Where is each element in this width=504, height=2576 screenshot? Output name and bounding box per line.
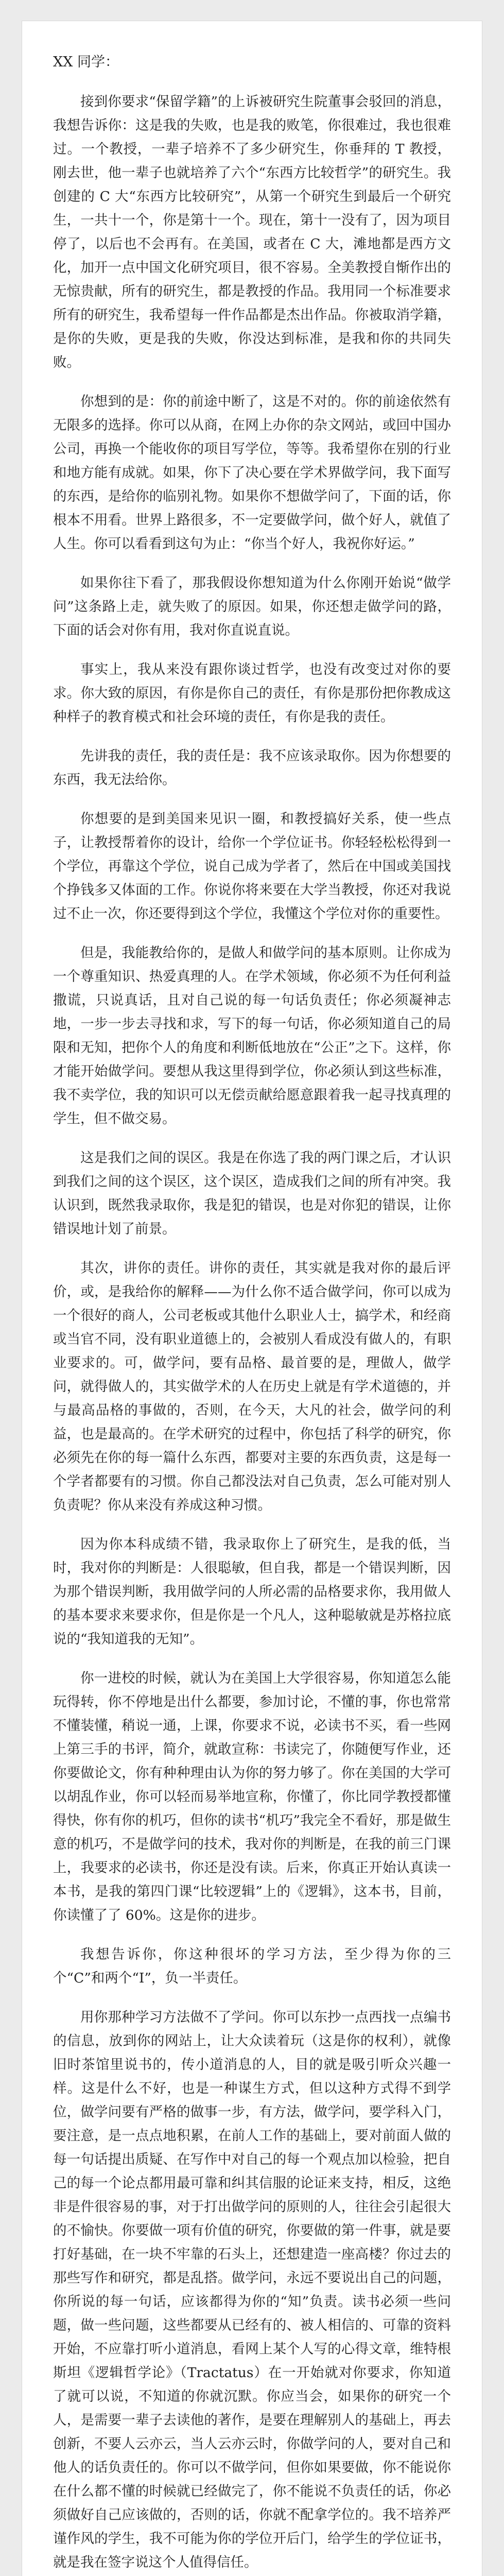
letter-body: [53, 90, 451, 2576]
letter-paragraph: 事实上，我从来没有跟你谈过哲学，也没有改变过对你的要求。你大致的原因，有你是你自己的责任，有你是那份把你教成这种样子的教育模式和社会环境的责任，有你是我的责任。: [53, 662, 451, 725]
letter-paragraph: 用你那种学习方法做不了学问。你可以东抄一点西找一点编书的信息，放到你的网站上，让大众读着玩（这是你的权利），就像旧时茶馆里说书的，传小道消息的人，目的就是吸引听众兴趣一样。这是什么不好，也是一种谋生方式，但以这种方式得不到学位，做学问要有严格的做事一步，有方法，做学问，要学科入门，要注意，是一点点地积累，在前人工作的基础上，要对前面人做的每一句话提出质疑、在写作中对自己的每一个观点加以检验，把自己的每一个论点都用最可靠和纠其信服的论证来支持，相反，这绝非是件很容易的事，对于打出做学问的原则的人，往往会引起很大的不愉快。你要做一项有价值的研究，你要做的第一件事，就是要打好基础，在一块不牢靠的石头上，还想建造一座高楼？你过去的那些写作和研究，都是乱搭。做学问，永远不要说出自己的问题，你所说的每一句话，应该都得为你的“知”负责。读书必须一些问题，做一些问题，这些都要从已经有的、被人相信的、可靠的资料开始，不应靠打听小道消息，看网上某个人写的心得文章，维特根斯坦《逻辑哲学论》（Tractatus）在一开始就对你要求，你知道了就可以说，不知道的你就沉默。你应当会，如果你的研究一个人，是需要一辈子去读他的著作，是要在理解别人的基础上，再去创新，不要人云亦云，当人云亦云时，你做学问的人，要对自己和他人的话负责任的。你可以不做学问，但你如果要做，你不能说你在什么都不懂的时候就已经做完了，你不能说不负责任的话，你必须做好自己应该做的，否则的话，你就不配拿学位的。我不培养严谨作风的学生，我不可能为你的学位开后门，给学生的学位证书，就是我在签字说这个人值得信任。: [53, 2009, 451, 2570]
letter-paragraph: 先讲我的责任，我的责任是：我不应该录取你。因为你想要的东西，我无法给你。: [53, 748, 451, 788]
letter-paragraph: 因为你本科成绩不错，我录取你上了研究生，是我的低，当时，我对你的判断是：人很聪敏，但自我，都是一个错误判断，因为那个错误判断，我用做学问的人所必需的品格要求你，我用做人的基本要求来要求你，但是你是一个凡人，这种聪敏就是苏格拉底说的“我知道我的无知”。: [53, 1536, 451, 1647]
letter-paragraph: 你想要的是到美国来见识一圈，和教授搞好关系，使一些点子，让教授帮着你的设计，给你一个学位证书。你轻轻松松得到一个学位，再靠这个学位，说自己成为学者了，然后在中国或美国找个挣钱多又体面的工作。你说你将来要在大学当教授，你还对我说过不止一次，你还要得到这个学位，我懂这个学位对你的重要性。: [53, 811, 451, 922]
letter-paragraph: 接到你要求“保留学籍”的上诉被研究生院董事会驳回的消息，我想告诉你：这是我的失败，也是我的败笔，你很难过，我也很难过。一个教授，一辈子培养不了多少研究生，你垂拜的 T 教授，刚去世，他一辈子也就培养了六个“东西方比较哲学”的研究生。我创建的 C 大“东西方比较研究”，从第一个研究生到最后一个研究生，一共十一个，你是第十一个。现在，第十一没有了，因为项目停了，以后也不会再有。在美国，或者在 C 大，滩地都是西方文化，加开一点中国文化研究项目，很不容易。全美教授自惭作出的无惊贵献，所有的研究生，都是教授的作品。我用同一个标准要求所有的研究生，我希望每一件作品都是杰出作品。你被取消学籍，是你的失败，更是我的失败，你没达到标准，是我和你的共同失败。: [53, 94, 451, 370]
letter-paragraph: 其次，讲你的责任。讲你的责任，其实就是我对你的最后评价，或，是我给你的解释——为什么你不适合做学问，你可以成为一个很好的商人，公司老板或其他什么职业人士，搞学术，和经商或当官不同，没有职业道德上的，会被别人看成没有做人的，有职业要求的。可，做学问，要有品格、最首要的是，理做人，做学问，就得做人的，其实做学术的人在历史上就是有学术道德的，并与最高品格的事做的，否则，在今天，大凡的社会，做学问的利益，也是最高的。在学术研究的过程中，你包括了科学的研究，你必须先在你的每一篇什么东西，都要对主要的东西负责，这是每一个学者都要有的习惯。你自己都没法对自己负责，怎么可能对别人负责呢？你从来没有养成这种习惯。: [53, 1260, 451, 1513]
letter-paragraph: 我想告诉你，你这种很坏的学习方法，至少得为你的三个“C”和两个“I”，负一半责任。: [53, 1946, 451, 1986]
letter-paragraph: 这是我们之间的误区。我是在你选了我的两门课之后，才认识到我们之间的这个误区，这个误区，造成我们之间的所有冲突。我认识到，既然我录取你，我是犯的错误，也是对你犯的错误，让你错误地计划了前景。: [53, 1150, 451, 1237]
document-page: [22, 21, 482, 2576]
letter-paragraph: 你一进校的时候，就认为在美国上大学很容易，你知道怎么能玩得转，你不停地是出什么都要，参加讨论，不懂的事，你也常常不懂装懂，稍说一通，上课，你要求不说，必读书不买，看一些网上第三手的书评，简介，就敢宣称：书读完了，你随便写作业，还你要做论文，你有种种理由认为你的努力够了。你在美国的大学可以胡乱作业，你可以轻而易举地宣称，你懂了，你比同学教授都懂得快，你有你的机巧，但你的读书“机巧”我完全不看好，那是做生意的机巧，不是做学问的技术，我对你的判断是，在我的前三门课上，我要求的必读书，你还是没有读。后来，你真正开始认真读一本书，是我的第四门课“比较逻辑”上的《逻辑》，这本书，目前，你读懂了了 60%。这是你的进步。: [53, 1670, 451, 1923]
letter-paragraph: 但是，我能教给你的，是做人和做学问的基本原则。让你成为一个尊重知识、热爱真理的人。在学术领域，你必须不为任何利益撒谎，只说真话，且对自己说的每一句话负责任；你必须凝神志地，一步一步去寻找和求，写下的每一句话，你必须知道自己的局限和无知，把你个人的角度和利断低地放在“公正”之下。这样，你才能开始做学问。要想从我这里得到学位，你必须认到这些标准，我不卖学位，我的知识可以无偿贡献给愿意跟着我一起寻找真理的学生，但不做交易。: [53, 945, 451, 1127]
letter-paragraph: 如果你往下看了，那我假设你想知道为什么你刚开始说“做学问”这条路上走，就失败了的原因。如果，你还想走做学问的路，下面的话会对你有用，我对你直说直说。: [53, 575, 451, 638]
letter-paragraph: 你想到的是：你的前途中断了，这是不对的。你的前途依然有无限多的选择。你可以从商，在网上办你的杂文网站，或回中国办公司，再换一个能收你的项目写学位，等等。我希望你在别的行业和地方能有成就。如果，你下了决心要在学术界做学问，我下面写的东西，是给你的临别礼物。如果你不想做学问了，下面的话，你根本不用看。世界上路很多，不一定要做学问，做个好人，就值了人生。你可以看看到这句为止：“你当个好人，我祝你好运。”: [53, 394, 451, 552]
letter-salutation: XX 同学：: [53, 54, 119, 70]
